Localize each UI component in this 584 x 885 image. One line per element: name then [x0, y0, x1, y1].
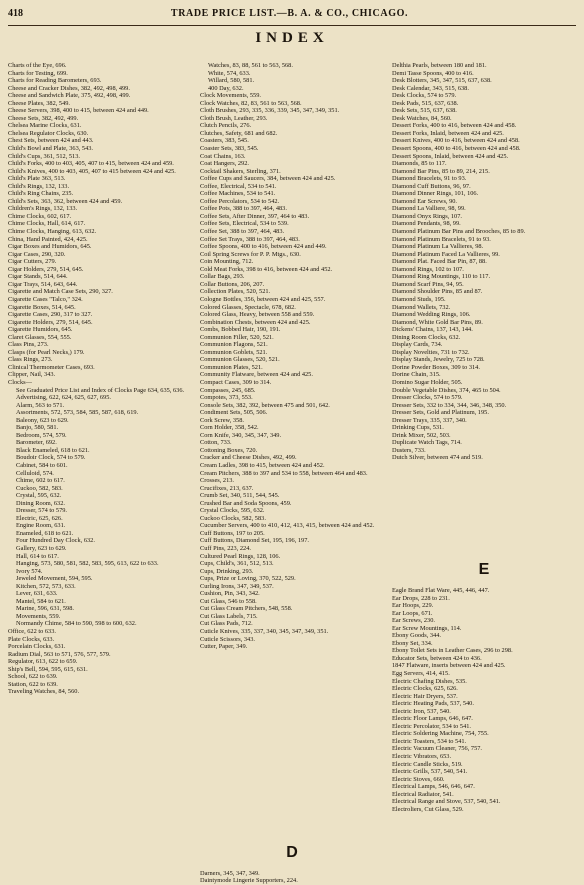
- index-entry: Desk Clocks, 574 to 579.: [392, 92, 457, 100]
- index-entry: Cushion, Pin, 343, 342.: [200, 590, 260, 598]
- index-entry: Collection Plates, 520, 521.: [200, 288, 271, 296]
- index-entry: Ear Drops, 228 to 231.: [392, 594, 450, 602]
- index-entry: Ship's Bell, 594, 595, 615, 631.: [8, 665, 88, 673]
- index-entry: Dresser, 574 to 579.: [16, 507, 68, 515]
- index-entry: Class Rings, 273.: [8, 356, 53, 364]
- index-entry: Clock Watches, 82, 83, 561 to 563, 568.: [200, 99, 302, 107]
- index-entry: Diamond Plat. Faced Bar Pin, 87, 88.: [392, 258, 487, 266]
- index-entry: Cold Meat Forks, 398 to 416, between 424 and 452.: [200, 265, 333, 273]
- index-entry: Jeweled Movement, 594, 595.: [16, 575, 93, 583]
- index-entry: Class Pins, 273.: [8, 341, 49, 349]
- index-entry: Ear Screws, 230.: [392, 617, 435, 625]
- index-entry: Station, 622 to 639.: [8, 680, 58, 688]
- index-entry: Crystal, 595, 632.: [16, 492, 62, 500]
- index-entry: Ear Hoops, 229.: [392, 602, 434, 610]
- entry-list: [392, 62, 576, 462]
- index-entry: Desk Sets, 515, 637, 638.: [392, 107, 457, 115]
- index-entry: Chelsea Regulator Clocks, 630.: [8, 129, 89, 137]
- index-entry: Diamonds, 85 to 117.: [392, 160, 447, 168]
- index-entry: Electric Heating Pads, 537, 540.: [392, 700, 474, 708]
- index-entry: Cigar Cutters, 279.: [8, 258, 57, 266]
- index-entry: Cheese Servers, 398, 400 to 415, between 424 and 449.: [8, 107, 149, 115]
- index-entry: Hanging, 573, 580, 581, 582, 583, 595, 613, 622 to 633.: [16, 560, 159, 568]
- index-entry: Collar Buttons, 206, 207.: [200, 280, 265, 288]
- index-entry: Display Cards, 734.: [392, 341, 443, 349]
- index-columns: [8, 62, 576, 885]
- index-entry: 400 Day, 632.: [208, 84, 244, 92]
- index-entry: Cut Glass Pads, 712.: [200, 620, 253, 628]
- index-entry: Electric Toasters, 534 to 541.: [392, 737, 467, 745]
- header-rule: [8, 25, 576, 26]
- index-entry: School, 622 to 639.: [8, 673, 58, 681]
- index-entry: Diamond Ear Screws, 90.: [392, 197, 458, 205]
- index-entry: Cream Ladles, 398 to 415, between 424 and 452.: [200, 461, 325, 469]
- index-entry: Chest Sets, between 424 and 443.: [8, 137, 94, 145]
- index-entry: Dutch Silver, between 474 and 519.: [392, 454, 483, 462]
- index-entry: Traveling Watches, 84, 560.: [8, 688, 80, 696]
- index-entry: Coil Spring Screws for P. P. Mtgs., 630.: [200, 250, 301, 258]
- index-entry: 1847 Flatware, inserts between 424 and 425.: [392, 662, 506, 670]
- index-entry: Dresser Clocks, 574 to 579.: [392, 394, 463, 402]
- index-entry: Diamond Rings, 102 to 107.: [392, 265, 464, 273]
- entry-list: [200, 62, 384, 651]
- index-entry: Diamond, White Gold Bar Pins, 89.: [392, 318, 483, 326]
- index-entry: Children's Rings, 132, 133.: [8, 205, 78, 213]
- index-entry: Coin Mounting, 712.: [200, 258, 254, 266]
- index-entry: Diamond Bracelets, 91 to 93.: [392, 175, 467, 183]
- index-entry: Cheese Sets, 382, 492, 499.: [8, 114, 79, 122]
- index-entry: Desk Watches, 84, 560.: [392, 114, 452, 122]
- index-entry: Egg Servers, 414, 415.: [392, 670, 450, 677]
- index-entry: Electrical Range and Stove, 537, 540, 541.: [392, 798, 501, 806]
- page-number: 418: [8, 8, 23, 19]
- index-entry: White, 574, 633.: [208, 69, 251, 77]
- index-entry: Cheese Plates, 382, 549.: [8, 99, 71, 107]
- index-entry: Crushed Bar and Soda Spoons, 459.: [200, 499, 292, 507]
- index-entry: Communion Glasses, 520, 521.: [200, 356, 280, 364]
- index-entry: Diamond Cuff Buttons, 96, 97.: [392, 182, 471, 190]
- index-entry: Compotes, 373, 553.: [200, 394, 253, 402]
- index-entry: Corn Knife, 340, 345, 347, 349.: [200, 431, 282, 439]
- index-entry: Diamond Platinum Bracelets, 91 to 93.: [392, 235, 491, 243]
- index-entry: Watches, 83, 88, 561 to 563, 568.: [208, 62, 293, 69]
- index-entry: Double Vegetable Dishes, 374, 465 to 504.: [392, 386, 501, 394]
- index-entry: Cabinet, 584 to 601.: [16, 461, 68, 469]
- index-entry: Cuff Buttons, Diamond Set, 195, 196, 197.: [200, 537, 309, 545]
- index-entry: Cuff Buttons, 197 to 205.: [200, 529, 265, 537]
- section-letter-d: D: [286, 843, 298, 861]
- index-entry: Clipper, Nail, 343.: [8, 371, 56, 379]
- index-entry: Diamond Onyx Rings, 107.: [392, 212, 462, 220]
- index-entry: Combs, Bobbed Hair, 190, 191.: [200, 326, 281, 334]
- index-entry: Cut Glass, 546 to 558.: [200, 597, 257, 605]
- index-entry: Black Enameled, 618 to 621.: [16, 446, 90, 454]
- index-entry: Cups, Prize or Loving, 370, 522, 529.: [200, 575, 296, 583]
- index-entry: Diamond Platinum La Vallieres, 98.: [392, 243, 484, 251]
- index-entry: Coffee Percolators, 534 to 542.: [200, 197, 280, 205]
- index-entry: Colored Glasses, Spectacle, 678, 682.: [200, 303, 296, 311]
- index-entry: Curling Irons, 347, 349, 537.: [200, 582, 274, 590]
- index-entry: Electric Vacuum Cleaner, 756, 757.: [392, 745, 482, 753]
- index-entry: Marine, 596, 631, 598.: [16, 605, 74, 613]
- index-entry: Electroliers, Cut Glass, 529.: [392, 805, 464, 813]
- index-entry: Radium Dial, 563 to 571, 576, 577, 579.: [8, 650, 111, 658]
- index-entry: Cheese and Cracker Dishes, 382, 492, 498, 499.: [8, 84, 130, 92]
- index-entry: Chime Clocks, 602, 617.: [8, 212, 72, 220]
- index-entry: Cigar Holders, 279, 514, 645.: [8, 265, 84, 273]
- index-entry: Cigar Stands, 514, 644.: [8, 273, 68, 281]
- index-entry: Electric Grills, 537, 540, 541.: [392, 768, 468, 776]
- index-entry: Electric Stoves, 660.: [392, 775, 445, 783]
- index-entry: Diamond Ring Mountings, 110 to 117.: [392, 273, 491, 281]
- index-entry: Community Flatware, between 424 and 425.: [200, 371, 313, 379]
- index-entry: Coffee Set Trays, 388 to 397, 464, 483.: [200, 235, 300, 243]
- index-entry: Coaster Sets, 383, 545.: [200, 145, 259, 153]
- index-entry: Celluloid, 574.: [16, 469, 54, 477]
- index-entry: Electric Iron, 537, 540.: [392, 707, 451, 715]
- index-entry: Normandy Chime, 584 to 590, 598 to 600, 632.: [16, 620, 137, 628]
- index-entry: Electric, 625, 626.: [16, 514, 63, 522]
- index-entry: Regulator, 613, 622 to 659.: [8, 658, 78, 666]
- index-entry: Child's Plate 363, 513.: [8, 175, 66, 183]
- index-entry: Plate Clocks, 633.: [8, 635, 55, 643]
- index-entry: Assortments, 572, 573, 584, 585, 587, 618, 619.: [16, 409, 139, 417]
- index-entry: Communion Filler, 520, 521.: [200, 333, 274, 341]
- index-entry: See Graduated Price List and Index of Clocks Page 634, 635, 636.: [16, 386, 185, 394]
- index-entry: Diamond Pendants, 98, 99.: [392, 220, 461, 228]
- entry-list: [392, 587, 576, 813]
- index-entry: Communion Goblets, 521.: [200, 348, 268, 356]
- index-entry: Delthia Pearls, between 180 and 181.: [392, 62, 487, 69]
- index-entry: Gallery, 623 to 629.: [16, 545, 67, 552]
- index-entry: Cigar Trays, 514, 643, 644.: [8, 280, 78, 288]
- index-entry: Chime Clocks, Hanging, 613, 632.: [8, 228, 97, 236]
- index-entry: Educator Sets, between 424 to 436.: [392, 654, 482, 662]
- index-entry: Dorine Chain, 315.: [392, 371, 441, 379]
- index-entry: Diamond Platinum Bar Pins and Brooches, 85 to 89.: [392, 228, 526, 236]
- index-entry: Cloth Brushes, 293, 335, 336, 339, 345, 347, 349, 351.: [200, 107, 340, 115]
- index-entry: Chime Clocks, Hall, 614, 617.: [8, 220, 86, 228]
- index-entry: Lever, 631, 633.: [16, 590, 58, 598]
- index-entry: Condiment Sets, 505, 506.: [200, 409, 268, 417]
- index-entry: Dresser Sets, 332 to 334, 344, 346, 348, 350.: [392, 401, 507, 409]
- index-entry: Child's Cups, 361, 512, 513.: [8, 152, 80, 160]
- index-entry: Duplicate Watch Tags, 714.: [392, 439, 462, 447]
- index-entry: Crumb Set, 340, 511, 544, 545.: [200, 492, 280, 500]
- index-entry: Drink Mixer, 502, 503.: [392, 431, 451, 439]
- index-entry: Demi Tasse Spoons, 400 to 416.: [392, 69, 474, 77]
- index-entry: Baleony, 623 to 629.: [16, 416, 69, 424]
- index-entry: Coffee Set, 388 to 397, 464, 483.: [200, 228, 285, 236]
- index-entry: Dessert Spoons, Inlaid, between 424 and 425.: [392, 152, 509, 160]
- index-entry: Collar Bags, 293.: [200, 273, 245, 281]
- index-column-2: [200, 62, 384, 885]
- index-entry: Dessert Forks, Inlaid, between 424 and 425.: [392, 129, 504, 137]
- index-entry: Diamond Shoulder Pins, 85 and 87.: [392, 288, 483, 296]
- index-entry: Dining Room Clocks, 632.: [392, 333, 461, 341]
- index-entry: Chelsea Marine Clocks, 631.: [8, 122, 82, 130]
- index-column-3: [392, 62, 576, 813]
- index-entry: Desk Calendar, 343, 515, 638.: [392, 84, 469, 92]
- index-entry: Electric Hair Dryers, 537.: [392, 692, 458, 700]
- index-entry: Electric Vibrators, 653.: [392, 753, 452, 761]
- index-entry: Coat Chains, 163.: [200, 152, 246, 160]
- index-entry: Cultured Pearl Rings, 128, 106.: [200, 552, 281, 560]
- index-entry: Crystal Clocks, 595, 632.: [200, 507, 265, 515]
- index-entry: Cut Glass Labels, 715.: [200, 612, 258, 620]
- index-entry: Dessert Forks, 400 to 416, between 424 and 458.: [392, 122, 517, 130]
- index-entry: Diamond Bar Pins, 85 to 89, 214, 215.: [392, 167, 490, 175]
- index-entry: Clinical Thermometer Cases, 693.: [8, 363, 95, 371]
- index-entry: Ivory 574.: [16, 567, 43, 575]
- index-entry: Charts for Testing, 699.: [8, 69, 68, 77]
- index-entry: Child's Ring Chains, 235.: [8, 190, 74, 198]
- index-entry: Cigarette Boxes, 514, 645.: [8, 303, 76, 311]
- index-entry: Diamond Studs, 195.: [392, 295, 446, 303]
- index-entry: Clasps (for Pearl Necks,) 179.: [8, 348, 85, 356]
- index-entry: Colored Glass, Heavy, between 558 and 559.: [200, 311, 315, 319]
- index-entry: Dessert Spoons, 400 to 416, between 424 and 458.: [392, 145, 521, 153]
- index-entry: Alarm, 563 to 571.: [16, 401, 65, 409]
- index-entry: Compact Cases, 309 to 314.: [200, 378, 272, 386]
- page-header: [8, 8, 576, 22]
- index-entry: Cutter, Paper, 349.: [200, 643, 248, 651]
- index-entry: Dining Room, 632.: [16, 499, 65, 507]
- index-entry: Console Sets, 382, 392, between 475 and 501, 642.: [200, 401, 330, 409]
- index-entry: Cheese and Sandwich Plate, 375, 492, 498, 499.: [8, 92, 131, 100]
- index-entry: Movements, 559.: [16, 612, 61, 620]
- index-entry: Four Hundred Day Clock, 632.: [16, 537, 95, 545]
- index-entry: Cigar Boxes and Humidors, 645.: [8, 243, 92, 251]
- index-column-1: [8, 62, 192, 778]
- index-entry: Electric Candle Sticks, 519.: [392, 760, 463, 768]
- index-entry: Coffee Sets, Electrical, 534 to 539.: [200, 220, 289, 228]
- index-heading: INDEX: [255, 30, 329, 46]
- index-entry: Electric Percolator, 534 to 541.: [392, 722, 472, 730]
- index-entry: Cigarette Cases, 290, 317 to 327.: [8, 311, 93, 319]
- index-entry: Cigar Cases, 290, 320.: [8, 250, 66, 258]
- index-entry: Desk Pads, 515, 637, 638.: [392, 99, 459, 107]
- index-entry: Cigarette Holders, 279, 514, 645.: [8, 318, 93, 326]
- index-entry: Coasters, 383, 545.: [200, 137, 249, 145]
- index-entry: Electric Clocks, 625, 626.: [392, 685, 458, 693]
- index-entry: Cuckoo, 582, 583.: [16, 484, 63, 492]
- index-entry: Dresser Sets, Gold and Platinum, 195.: [392, 409, 489, 417]
- index-entry: Barometer, 692.: [16, 439, 57, 447]
- index-entry: Banjo, 580, 581.: [16, 424, 59, 432]
- section-letter-e: E: [478, 560, 490, 578]
- index-entry: Cottoning Boxes, 720.: [200, 446, 258, 454]
- index-entry: Coffee Spoons, 400 to 416, between 424 and 449.: [200, 243, 327, 251]
- index-entry: Display Novelties, 731 to 732.: [392, 348, 470, 356]
- index-entry: Clutch Pencils, 276.: [200, 122, 252, 130]
- index-entry: Eagle Brand Flat Ware, 445, 446, 447.: [392, 586, 490, 594]
- index-entry: China, Hand Painted, 424, 425.: [8, 235, 88, 243]
- index-entry: Child's Rings, 132, 133.: [8, 182, 70, 190]
- index-entry: Cloth Brush, Leather, 293.: [200, 114, 268, 122]
- index-entry: Child's Sets, 363, 362, between 424 and 459.: [8, 197, 123, 205]
- index-entry: Office, 622 to 633.: [8, 628, 56, 636]
- index-entry: Communion Flagons, 521.: [200, 341, 268, 349]
- index-entry: Advertising, 622, 624, 625, 627, 695.: [16, 394, 111, 402]
- index-entry: Cork Screw, 358.: [200, 416, 244, 424]
- index-entry: Ebony Toilet Sets in Leather Cases, 296 to 298.: [392, 647, 513, 655]
- index-entry: Daintymode Lingerie Supporters, 224.: [200, 877, 298, 885]
- index-entry: Engine Room, 631.: [16, 522, 66, 530]
- index-entry: Drinking Cups, 531.: [392, 424, 444, 432]
- index-entry: Diamond Wallets, 732.: [392, 303, 451, 311]
- index-entry: Ear Screw Mountings, 114.: [392, 624, 462, 632]
- index-entry: Coffee Sets, After Dinner, 397, 464 to 483.: [200, 212, 310, 220]
- index-entry: Darners, 345, 347, 349.: [200, 869, 260, 877]
- index-entry: Cups, Child's, 361, 512, 513.: [200, 560, 274, 568]
- index-entry: Electric Floor Lamps, 646, 647.: [392, 715, 473, 723]
- entry-list: [200, 870, 384, 885]
- index-entry: Electric Soldering Machine, 754, 755.: [392, 730, 489, 738]
- index-entry: Child's Knives, 400 to 403, 405, 407 to 415 between 424 and 425.: [8, 167, 176, 175]
- index-entry: Coffee Machines, 534 to 541.: [200, 190, 276, 198]
- index-entry: Corn Holder, 358, 542.: [200, 424, 259, 432]
- index-entry: Electrical Radiator, 541.: [392, 790, 454, 798]
- index-entry: Diamond Scarf Pins, 94, 95.: [392, 280, 464, 288]
- index-entry: Diamond La Valliere, 98, 99.: [392, 205, 466, 213]
- index-entry: Dessert Knives, 400 to 416, between 424 and 458.: [392, 137, 520, 145]
- index-entry: Clocks—: [8, 378, 32, 386]
- index-entry: Cucumber Servers, 400 to 410, 412, 413, 415, between 424 and 452.: [200, 522, 375, 530]
- index-entry: Boudoir Clock, 574 to 579.: [16, 454, 86, 462]
- index-entry: Ear Loops, 671.: [392, 609, 433, 617]
- index-entry: Diamond Platinum Faced La Vallieres, 99.: [392, 250, 500, 258]
- index-entry: Coffee Pots, 388 to 397, 464, 483.: [200, 205, 287, 213]
- index-entry: Clutches, Safety, 681 and 682.: [200, 129, 278, 137]
- index-entry: Cocktail Shakers, Sterling, 371.: [200, 167, 281, 175]
- index-entry: Claret Glasses, 554, 555.: [8, 333, 72, 341]
- index-entry: Diamond Wedding Rings, 106.: [392, 311, 471, 319]
- index-entry: Charts of the Eye, 696.: [8, 62, 67, 69]
- index-entry: Electrical Lamps, 546, 646, 647.: [392, 783, 475, 791]
- index-entry: Compasses, 245, 685.: [200, 386, 256, 394]
- index-entry: Coat Hangers, 292.: [200, 160, 249, 168]
- index-entry: Domino Sugar Holder, 505.: [392, 378, 463, 386]
- index-entry: Cut Glass Cream Pitchers, 548, 558.: [200, 605, 293, 613]
- index-entry: Porcelain Clocks, 631.: [8, 643, 66, 651]
- index-entry: Electric Chafing Dishes, 535.: [392, 677, 467, 685]
- index-entry: Cologne Bottles, 356, between 424 and 425, 557.: [200, 295, 326, 303]
- index-entry: Chime, 602 to 617.: [16, 477, 65, 485]
- index-entry: Cracker and Cheese Dishes, 492, 499.: [200, 454, 297, 462]
- index-entry: Cigarette Humidors, 645.: [8, 326, 73, 334]
- index-entry: Combination Chests, between 424 and 425.: [200, 318, 311, 326]
- index-entry: Diamond Dinner Rings, 101, 106.: [392, 190, 479, 198]
- index-entry: Kitchen, 572, 573, 633.: [16, 582, 76, 590]
- index-entry: Desk Blotters, 345, 347, 515, 637, 638.: [392, 77, 492, 85]
- index-entry: Ebony Set, 334.: [392, 639, 433, 647]
- index-entry: Display Stands, Jewelry, 725 to 728.: [392, 356, 485, 364]
- running-title: TRADE PRICE LIST.—B. A. & CO., CHICAGO.: [170, 8, 409, 19]
- index-entry: Cotton, 733.: [200, 439, 232, 447]
- index-entry: Charts for Reading Barometers, 693.: [8, 77, 102, 85]
- index-entry: Coffee, Electrical, 534 to 541.: [200, 182, 277, 190]
- index-entry: Cuff Pins, 223, 224.: [200, 545, 251, 552]
- index-entry: Dusters, 733.: [392, 446, 426, 454]
- index-entry: Ebony Goods, 344.: [392, 632, 441, 640]
- index-entry: Bedroom, 574, 579.: [16, 431, 67, 439]
- index-entry: Enameled, 618 to 621.: [16, 529, 74, 537]
- entry-list: [8, 62, 192, 696]
- index-entry: Cigarette and Match Case Sets, 290, 327.: [8, 288, 113, 296]
- index-entry: Crucifixes, 213, 637.: [200, 484, 254, 492]
- index-entry: Cuticle Knives, 335, 337, 340, 345, 347, 349, 351.: [200, 628, 329, 636]
- index-entry: Child's Bowl and Plate, 363, 543.: [8, 145, 94, 153]
- index-entry: Cups, Drinking, 293.: [200, 567, 254, 575]
- index-entry: Cuckoo Clocks, 582, 583.: [200, 514, 266, 522]
- index-entry: Dorine Powder Boxes, 309 to 314.: [392, 363, 480, 371]
- index-entry: Clock Movements, 559.: [200, 92, 261, 100]
- index-entry: Mantel, 584 to 621.: [16, 597, 66, 605]
- index-entry: Coffee Cups and Saucers, 384, between 424 and 425.: [200, 175, 336, 183]
- index-entry: Cuticle Scissors, 343.: [200, 635, 255, 643]
- index-entry: Cream Pitchers, 388 to 397 and 534 to 558, between 464 and 483.: [200, 469, 368, 477]
- index-entry: Communion Plates, 521.: [200, 363, 263, 371]
- index-entry: Dickens' Chains, 137, 143, 144.: [392, 326, 473, 334]
- index-entry: Cigarette Cases "Talco," 324.: [8, 295, 83, 303]
- index-entry: Dresser Trays, 335, 337, 340.: [392, 416, 467, 424]
- index-entry: Hall, 614 to 617.: [16, 552, 59, 560]
- index-entry: Willard, 580, 581.: [208, 77, 255, 85]
- index-entry: Child's Forks, 400 to 403, 405, 407 to 415, between 424 and 459.: [8, 160, 174, 168]
- index-entry: Crosses, 213.: [200, 477, 235, 485]
